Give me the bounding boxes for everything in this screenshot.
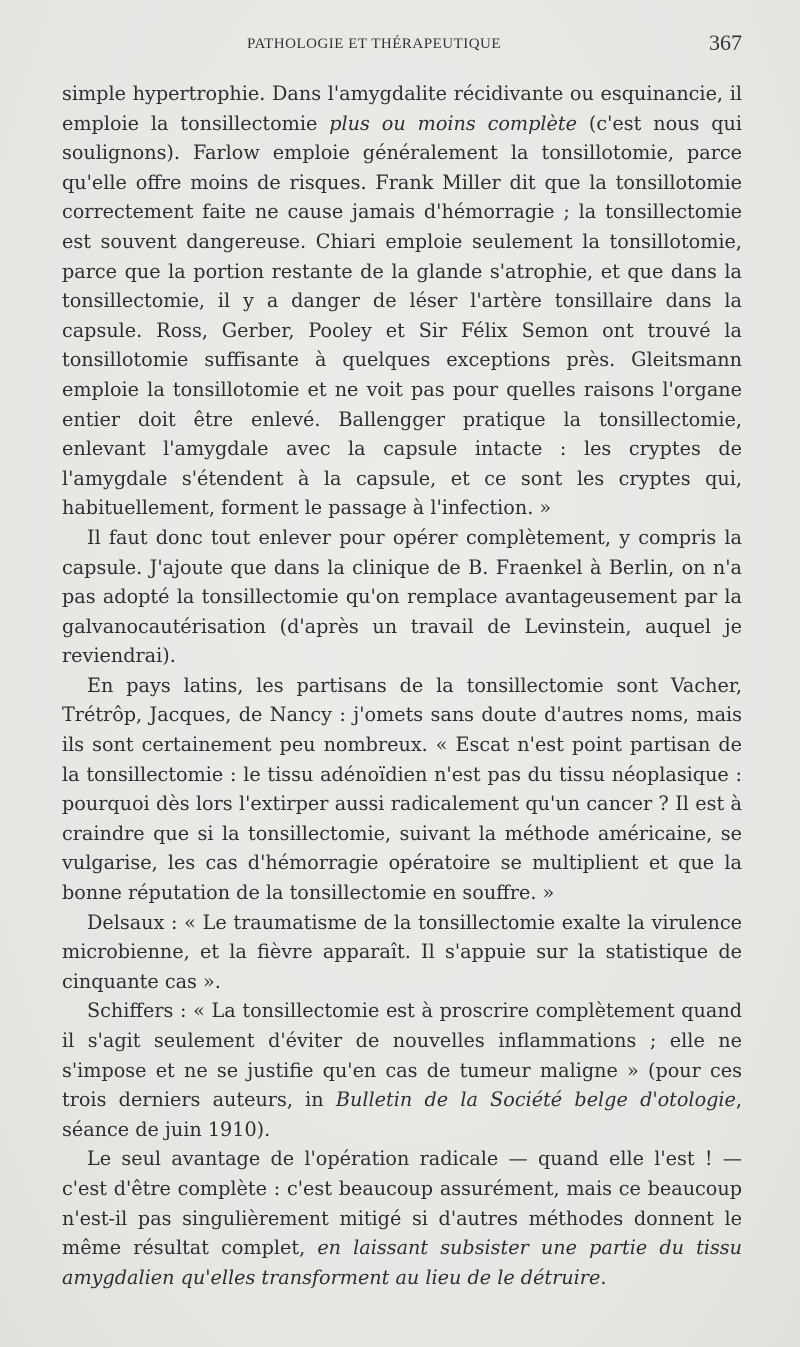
paragraph	[62, 79, 742, 523]
text-run: En pays latins, les partisans de la tonsillectomie sont Vacher, Trétrôp, Jacques, de Nancy : j'omets sans doute d'autres noms, mais ils sont certainement peu nombreux. « Escat n'est point partisan de la tonsillectomie : le tissu adénoïdien n'est pas du tissu néoplasique : pourquoi dès lors l'extirper aussi radicalement qu'un cancer ? Il est à craindre que si la tonsillectomie, suivant la méthode américaine, se vulgarise, les cas d'hémorragie opératoire se multiplient et que la bonne réputation de la tonsillectomie en souffre. »	[62, 673, 742, 905]
paragraph	[62, 671, 742, 908]
paragraph	[62, 996, 742, 1144]
text-run: Schiffers : « La tonsillectomie est à proscrire complètement quand il s'agit seulement d'éviter de nouvelles inflammations ; elle ne s'impose et ne se justifie qu'en cas de tumeur maligne » (pour ces trois derniers auteurs, in	[62, 999, 742, 1112]
paragraph	[62, 523, 742, 671]
paragraph	[62, 908, 742, 997]
body-text	[62, 79, 742, 1292]
page-header	[62, 30, 742, 60]
italic-text: Bulletin de la Société belge d'otologie	[335, 1088, 736, 1112]
text-run: .	[600, 1265, 607, 1289]
paragraph	[62, 1144, 742, 1292]
running-head: PATHOLOGIE ET THÉRAPEUTIQUE	[247, 36, 502, 52]
text-run: , séance de juin 1910).	[62, 1088, 743, 1141]
text-run: Le seul avantage de l'opération radicale — quand elle l'est ! — c'est d'être complète : c'est beaucoup assurément, mais ce beaucoup n'est-il pas singulièrement mitigé si d'autres méthodes donnent le même résultat complet,	[62, 1147, 742, 1260]
italic-text: plus ou moins complète	[329, 111, 577, 135]
text-run: Il faut donc tout enlever pour opérer complètement, y compris la capsule. J'ajoute que dans la clinique de B. Fraenkel à Berlin, on n'a pas adopté la tonsillectomie qu'on remplace avantageusement par la galvanocautérisation (d'après un travail de Levinstein, auquel je reviendrai).	[62, 525, 742, 668]
text-run: simple hypertrophie. Dans l'amygdalite récidivante ou esquinancie, il emploie la tonsillectomie	[62, 82, 742, 135]
page-number: 367	[709, 30, 742, 55]
text-run: Delsaux : « Le traumatisme de la tonsillectomie exalte la virulence microbienne, et la fièvre apparaît. Il s'appuie sur la statistique de cinquante cas ».	[62, 910, 742, 993]
text-run: (c'est nous qui soulignons). Farlow emploie généralement la tonsillotomie, parce qu'elle offre moins de risques. Frank Miller dit que la tonsillotomie correctement faite ne cause jamais d'hémorragie ; la tonsillectomie est souvent dangereuse. Chiari emploie seulement la tonsillotomie, parce que la portion restante de la glande s'atrophie, et que dans la tonsillectomie, il y a danger de léser l'artère tonsillaire dans la capsule. Ross, Gerber, Pooley et Sir Félix Semon ont trouvé la tonsillotomie suffisante à quelques exceptions près. Gleitsmann emploie la tonsillotomie et ne voit pas pour quelles raisons l'organe entier doit être enlevé. Ballengger pratique la tonsillectomie, enlevant l'amygdale avec la capsule intacte : les cryptes de l'amygdale s'étendent à la capsule, et ce sont les cryptes qui, habituellement, forment le passage à l'infection. »	[62, 111, 743, 520]
italic-text: en laissant subsister une partie du tissu amygdalien qu'elles transforment au lieu de le détruire	[62, 1236, 743, 1289]
